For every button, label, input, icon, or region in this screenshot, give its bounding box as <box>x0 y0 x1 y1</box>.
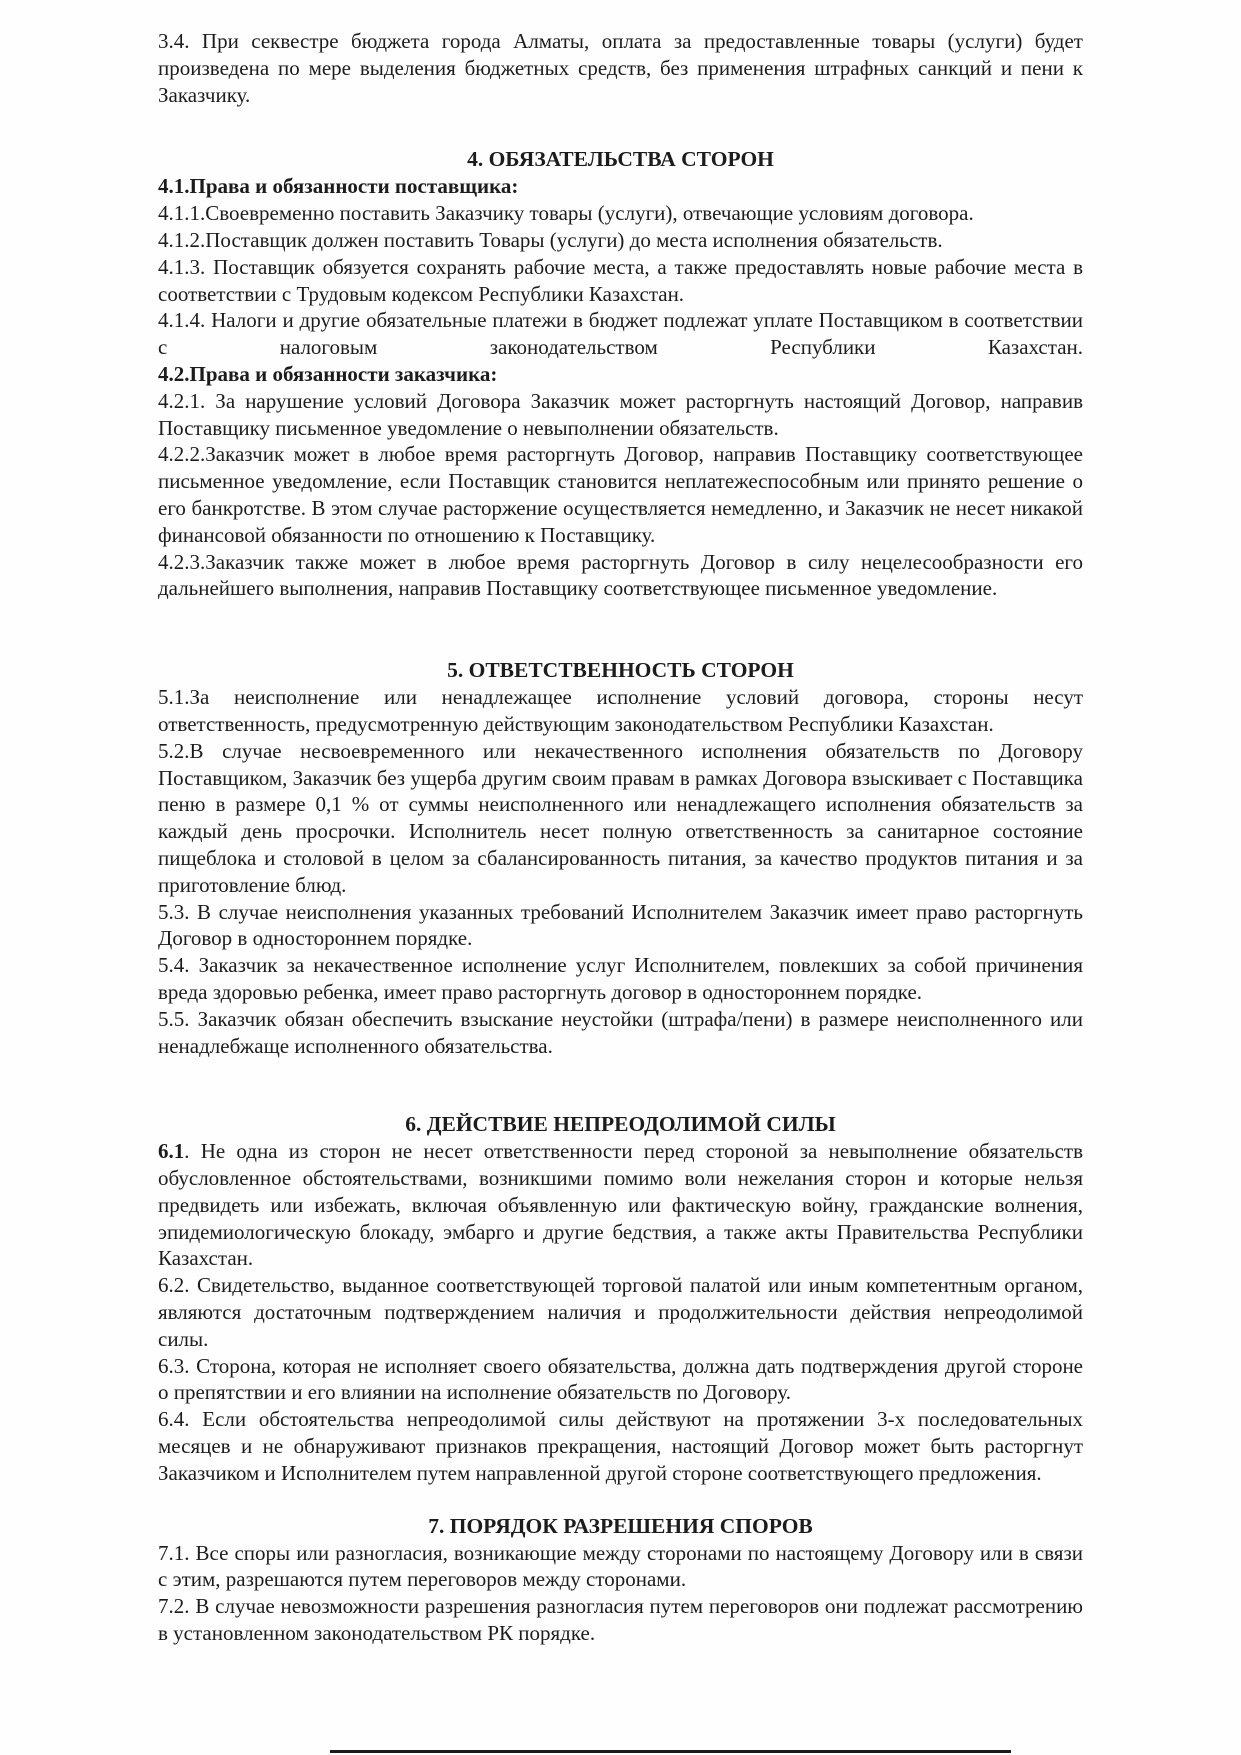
clause-4-1-4: 4.1.4. Налоги и другие обязательные платежи в бюджет подлежат уплате Поставщиком в соответствии с налоговым законодательством Республики Казахстан. <box>158 308 1083 360</box>
clause-6-3: 6.3. Сторона, которая не исполняет своего обязательства, должна дать подтверждения другой стороне о препятствии и его влиянии на исполнение обязательств по Договору. <box>158 1353 1083 1405</box>
clause-4-2-title: 4.2.Права и обязанности заказчика: <box>158 361 498 386</box>
clause-4-1-3: 4.1.3. Поставщик обязуется сохранять рабочие места, а также предоставлять новые рабочие места в соответствии с Трудовым кодексом Республики Казахстан. <box>158 254 1083 306</box>
clause-5-3: 5.3. В случае неисполнения указанных требований Исполнителем Заказчик имеет право расторгнуть Договор в одностороннем порядке. <box>158 899 1083 951</box>
clause-4-1-1: 4.1.1.Своевременно поставить Заказчику товары (услуги), отвечающие условиям договора. <box>158 201 974 226</box>
clause-5-5: 5.5. Заказчик обязан обеспечить взыскание неустойки (штрафа/пени) в размере неисполненного или ненадлебжаще исполненного обязательства. <box>158 1006 1083 1058</box>
clause-7-1: 7.1. Все споры или разногласия, возникающие между сторонами по настоящему Договору или в связи с этим, разрешаются путем переговоров между сторонами. <box>158 1540 1083 1592</box>
section-5-heading: 5. ОТВЕТСТВЕННОСТЬ СТОРОН <box>447 658 794 683</box>
clause-6-1 <box>158 1138 1083 1272</box>
clause-6-2: 6.2. Свидетельство, выданное соответствующей торговой палатой или иным компетентным органом, являются достаточным подтверждением наличия и продолжительности действия непреодолимой силы. <box>158 1273 1083 1351</box>
clause-3-4: 3.4. При секвестре бюджета города Алматы, оплата за предоставленные товары (услуги) будет произведена по мере выделения бюджетных средств, без применения штрафных санкций и пени к Заказчику. <box>158 29 1083 107</box>
clause-4-1-title: 4.1.Права и обязанности поставщика: <box>158 174 519 199</box>
clause-7-2: 7.2. В случае невозможности разрешения разногласия путем переговоров они подлежат рассмотрению в установленном законодательством РК порядке. <box>158 1594 1083 1646</box>
clause-6-4: 6.4. Если обстоятельства непреодолимой силы действуют на протяжении 3-х последовательных месяцев и не обнаруживают признаков прекращения, настоящий Договор может быть расторгнут Заказчиком и Исполнителем путем направленной другой стороне соответствующего предложения. <box>158 1407 1083 1485</box>
clause-4-2-3: 4.2.3.Заказчик также может в любое время расторгнуть Договор в силу нецелесообразности его дальнейшего выполнения, направив Поставщику соответствующее письменное уведомление. <box>158 549 1083 601</box>
document-content <box>158 28 1083 1647</box>
clause-4-2-2: 4.2.2.Заказчик может в любое время расторгнуть Договор, направив Поставщику соответствующее письменное уведомление, если Поставщик становится неплатежеспособным или принято решение о его банкротстве. В этом случае расторжение осуществляется немедленно, и Заказчик не несет никакой финансовой обязанности по отношению к Поставщику. <box>158 442 1083 547</box>
section-6-heading: 6. ДЕЙСТВИЕ НЕПРЕОДОЛИМОЙ СИЛЫ <box>405 1112 836 1137</box>
section-7-heading: 7. ПОРЯДОК РАЗРЕШЕНИЯ СПОРОВ <box>428 1513 813 1538</box>
clause-5-1: 5.1.За неисполнение или ненадлежащее исполнение условий договора, стороны несут ответственность, предусмотренную действующим законодательством Республики Казахстан. <box>158 685 1083 736</box>
clause-4-1-2: 4.1.2.Поставщик должен поставить Товары (услуги) до места исполнения обязательств. <box>158 227 943 252</box>
clause-4-2-1: 4.2.1. За нарушение условий Договора Заказчик может расторгнуть настоящий Договор, направив Поставщику письменное уведомление о невыполнении обязательств. <box>158 388 1083 440</box>
clause-6-1-number: 6.1 <box>158 1139 185 1164</box>
next-page-table-border-fragment <box>330 1750 1011 1753</box>
clause-5-4: 5.4. Заказчик за некачественное исполнение услуг Исполнителем, повлекших за собой причинения вреда здоровью ребенка, имеет право расторгнуть договор в одностороннем порядке. <box>158 953 1083 1004</box>
clause-5-2: 5.2.В случае несвоевременного или некачественного исполнения обязательств по Договору Поставщиком, Заказчик без ущерба другим своим правам в рамках Договора взыскивает с Поставщика пеню в размере 0,1 % от суммы неисполненного или ненадлежащего исполнения обязательств за каждый день просрочки. Исполнитель несет полную ответственность за санитарное состояние пищеблока и столовой в целом за сбалансированность питания, за качество продуктов питания и за приготовление блюд. <box>158 738 1083 897</box>
section-4-heading: 4. ОБЯЗАТЕЛЬСТВА СТОРОН <box>467 147 774 172</box>
clause-6-1-text: . Не одна из сторон не несет ответственности перед стороной за невыполнение обязательств обусловленное обстоятельствами, возникшими помимо воли нежелания сторон и которые нельзя предвидеть или избежать, включая объявленную или фактическую войну, гражданские волнения, эпидемиологическую блокаду, эмбарго и другие бедствия, а также акты Правительства Республики Казахстан. <box>158 1139 1083 1271</box>
